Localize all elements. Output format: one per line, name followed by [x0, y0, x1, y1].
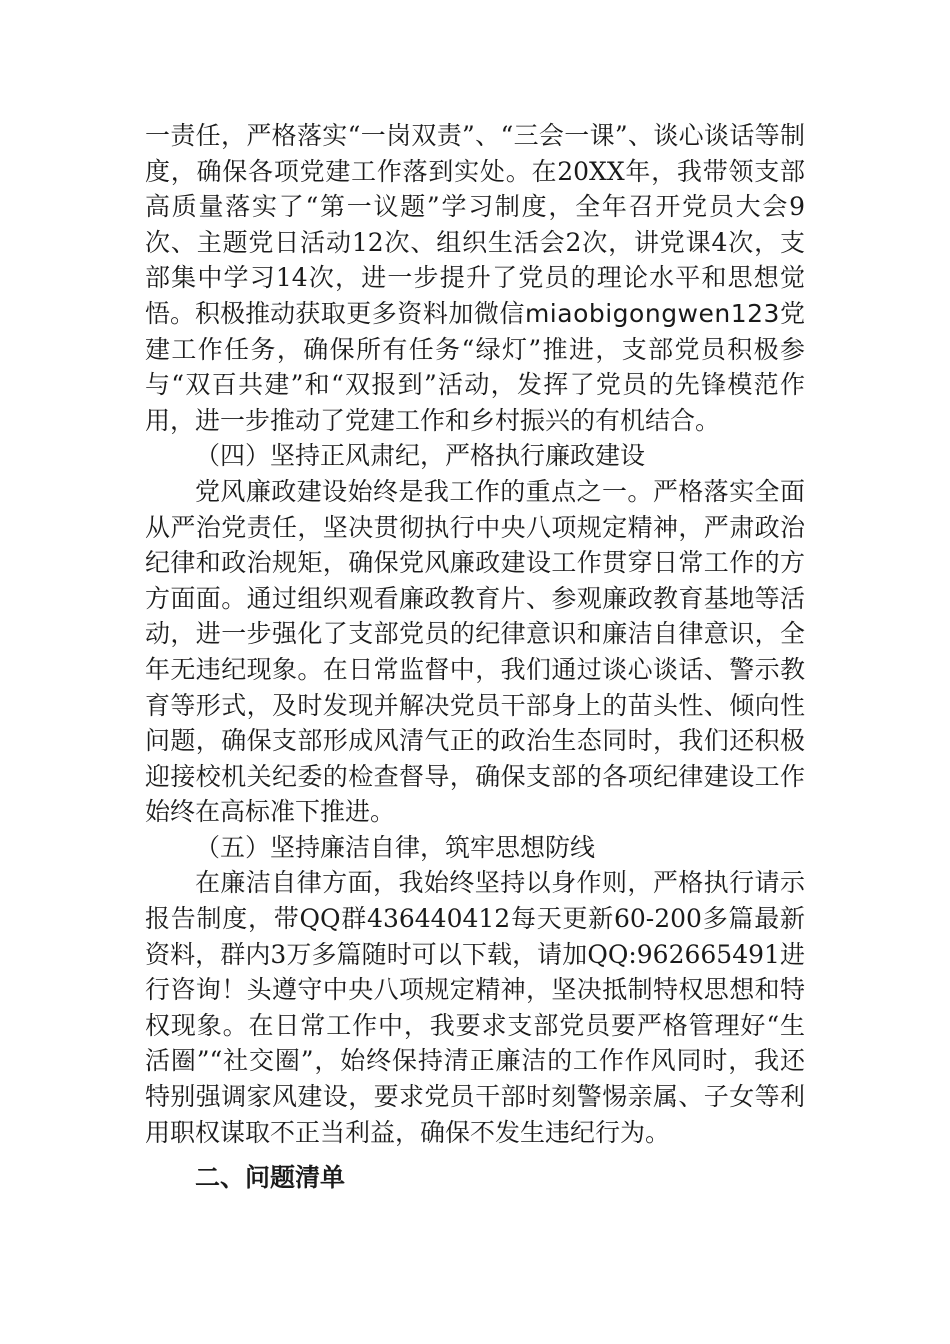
section-heading-4: （四）坚持正风肃纪，严格执行廉政建设	[195, 441, 646, 471]
paragraph-text: 党建工作任务，确保所有任务“绿灯”推进，支部党员积极参与“双百共建”和“双报到”活动，发挥了党员的先锋模范作用，进一步推动了党建工作和乡村振兴的有机结合。	[145, 298, 805, 435]
paragraph-party-building	[145, 118, 805, 438]
section-title-problem-list: 二、问题清单	[195, 1163, 346, 1193]
section-heading-5: （五）坚持廉洁自律，筑牢思想防线	[195, 832, 596, 862]
wechat-ad-text: 获取更多资料加微信miaobigongwen123	[295, 298, 780, 328]
paragraph-integrity: 党风廉政建设始终是我工作的重点之一。严格落实全面从严治党责任，坚决贯彻执行中央八项规定精神，严肃政治纪律和政治规矩，确保党风廉政建设工作贯穿日常工作的方方面面。通过组织观看廉政教育片、参观廉政教育基地等活动，进一步强化了支部党员的纪律意识和廉洁自律意识，全年无违纪现象。在日常监督中，我们通过谈心谈话、警示教育等形式，及时发现并解决党员干部身上的苗头性、倾向性问题，确保支部形成风清气正的政治生态同时，我们还积极迎接校机关纪委的检查督导，确保支部的各项纪律建设工作始终在高标准下推进。	[145, 476, 805, 827]
paragraph-text: 一责任，严格落实“一岗双责”、“三会一课”、谈心谈话等制度，确保各项党建工作落到实处。在20XX年，我带领支部高质量落实了“第一议题”学习制度，全年召开党员大会9次、主题党日活动12次、组织生活会2次，讲党课4次，支部集中学习14次，进一步提升了党员的理论水平和思想觉悟。积极推动	[145, 121, 805, 328]
paragraph-self-discipline: 在廉洁自律方面，我始终坚持以身作则，严格执行请示报告制度，带QQ群436440412每天更新60-200多篇最新资料，群内3万多篇随时可以下载，请加QQ:962665491进行咨询！头遵守中央八项规定精神，坚决抵制特权思想和特权现象。在日常工作中，我要求支部党员要严格管理好“生活圈”“社交圈”，始终保持清正廉洁的工作作风同时，我还特别强调家风建设，要求党员干部时刻警惕亲属、子女等利用职权谋取不正当利益，确保不发生违纪行为。	[145, 868, 805, 1147]
document-body	[145, 118, 805, 1196]
